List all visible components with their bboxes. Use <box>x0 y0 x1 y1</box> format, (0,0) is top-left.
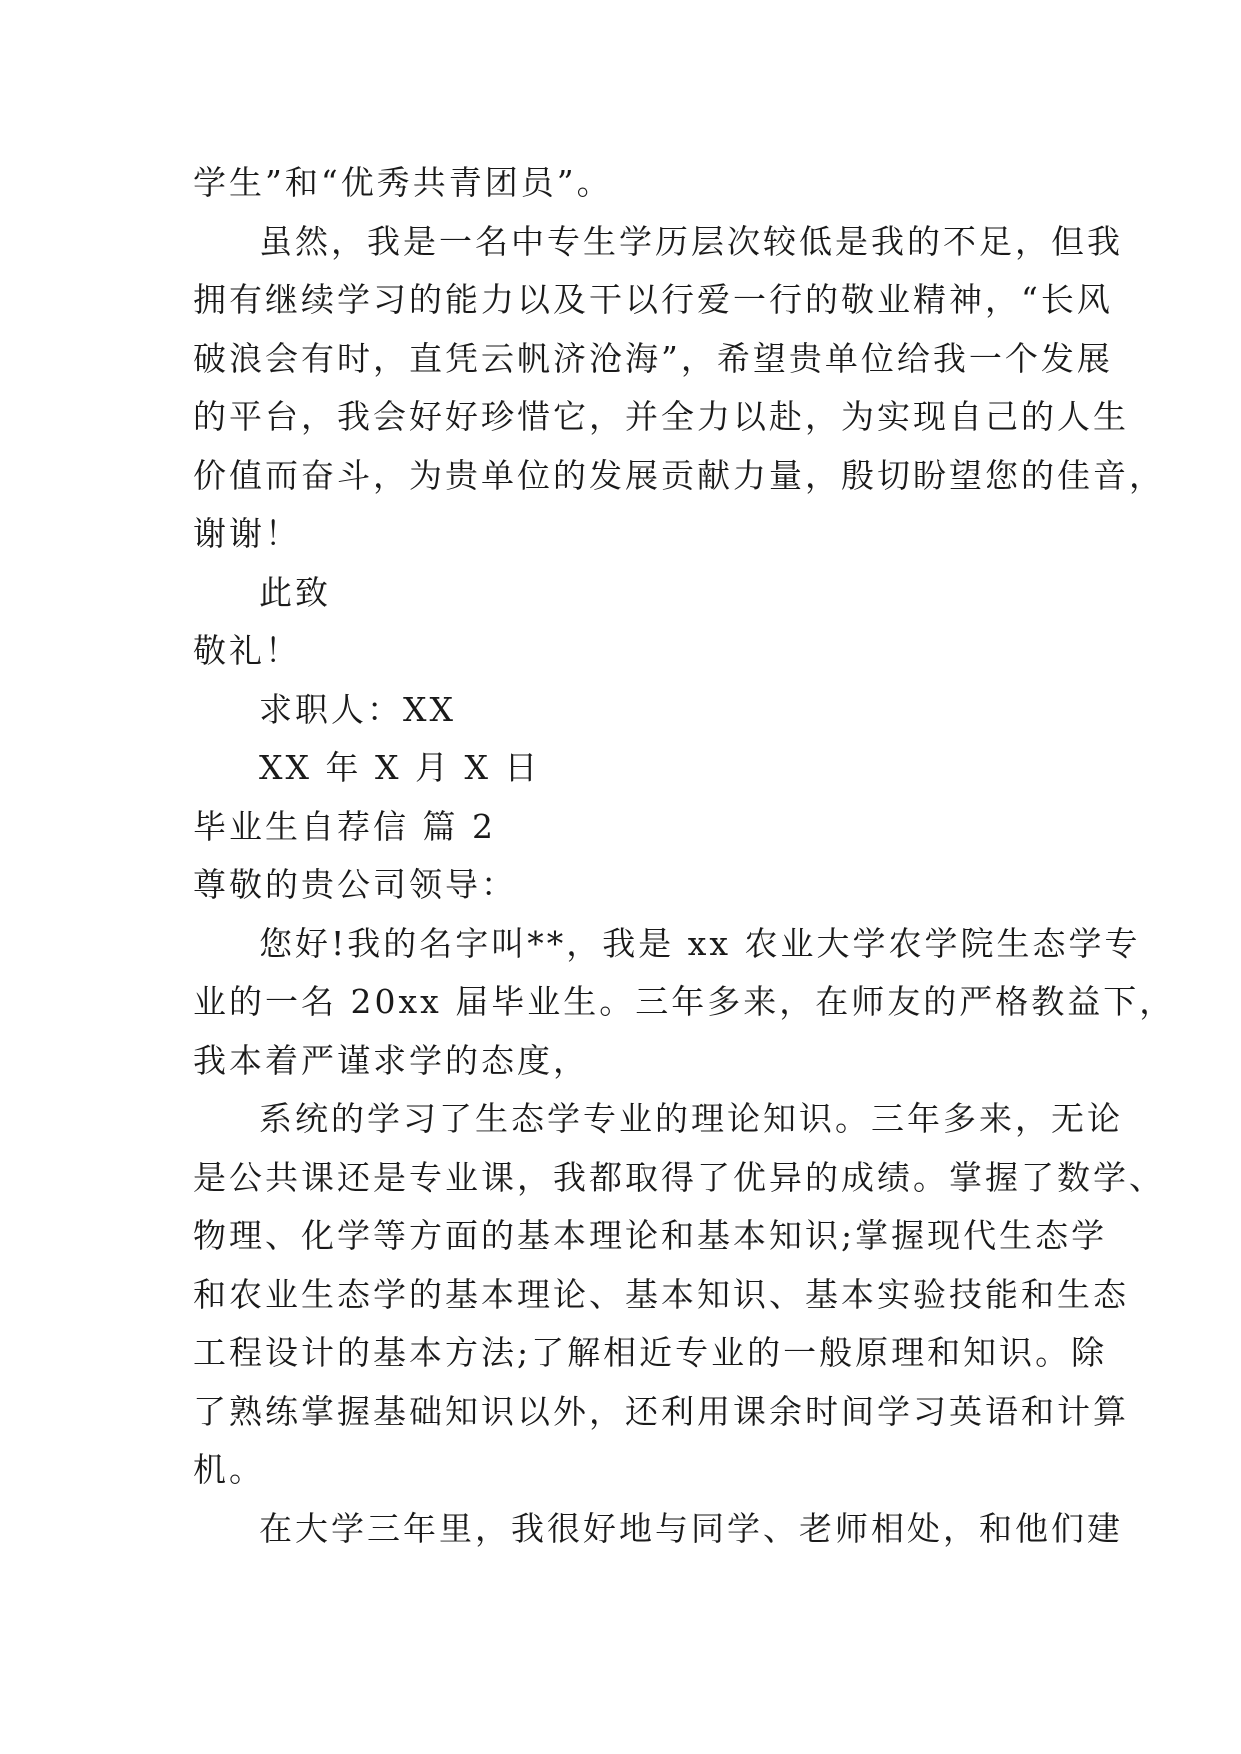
text-line: 在大学三年里，我很好地与同学、老师相处，和他们建 <box>259 1508 1123 1548</box>
text-line: 谢谢！ <box>193 514 301 553</box>
closing-regards: 敬礼！ <box>193 631 301 670</box>
text-line: 学生”和“优秀共青团员”。 <box>193 163 613 202</box>
text-line: 价值而奋斗，为贵单位的发展贡献力量，殷切盼望您的佳音， <box>193 455 1165 495</box>
text-line: 破浪会有时，直凭云帆济沧海”，希望贵单位给我一个发展 <box>193 338 1113 378</box>
text-line: 您好!我的名字叫**，我是 xx 农业大学农学院生态学专 <box>259 923 1141 963</box>
text-line: 了熟练掌握基础知识以外，还利用课余时间学习英语和计算 <box>193 1391 1129 1431</box>
text-line: 机。 <box>193 1450 265 1489</box>
signature-applicant: 求职人：XX <box>259 689 456 729</box>
letter-greeting: 尊敬的贵公司领导： <box>193 865 517 904</box>
text-line: 拥有继续学习的能力以及干以行爱一行的敬业精神，“长风 <box>193 280 1113 319</box>
text-line: 工程设计的基本方法;了解相近专业的一般原理和知识。除 <box>193 1333 1108 1372</box>
text-line: 虽然，我是一名中专生学历层次较低是我的不足，但我 <box>259 221 1123 261</box>
text-line: 我本着严谨求学的态度， <box>193 1040 589 1080</box>
text-line: 的平台，我会好好珍惜它，并全力以赴，为实现自己的人生 <box>193 397 1129 436</box>
text-line: 是公共课还是专业课，我都取得了优异的成绩。掌握了数学、 <box>193 1157 1165 1197</box>
section-title: 毕业生自荐信 篇 2 <box>193 806 496 846</box>
letter-body <box>193 154 1176 1558</box>
text-line: 系统的学习了生态学专业的理论知识。三年多来，无论 <box>259 1099 1123 1138</box>
closing-salutation: 此致 <box>259 572 331 612</box>
text-line: 物理、化学等方面的基本理论和基本知识;掌握现代生态学 <box>193 1216 1108 1255</box>
text-line: 和农业生态学的基本理论、基本知识、基本实验技能和生态 <box>193 1274 1129 1314</box>
text-line: 业的一名 20xx 届毕业生。三年多来，在师友的严格教益下， <box>193 982 1176 1021</box>
signature-date: XX 年 X 月 X 日 <box>259 748 541 787</box>
